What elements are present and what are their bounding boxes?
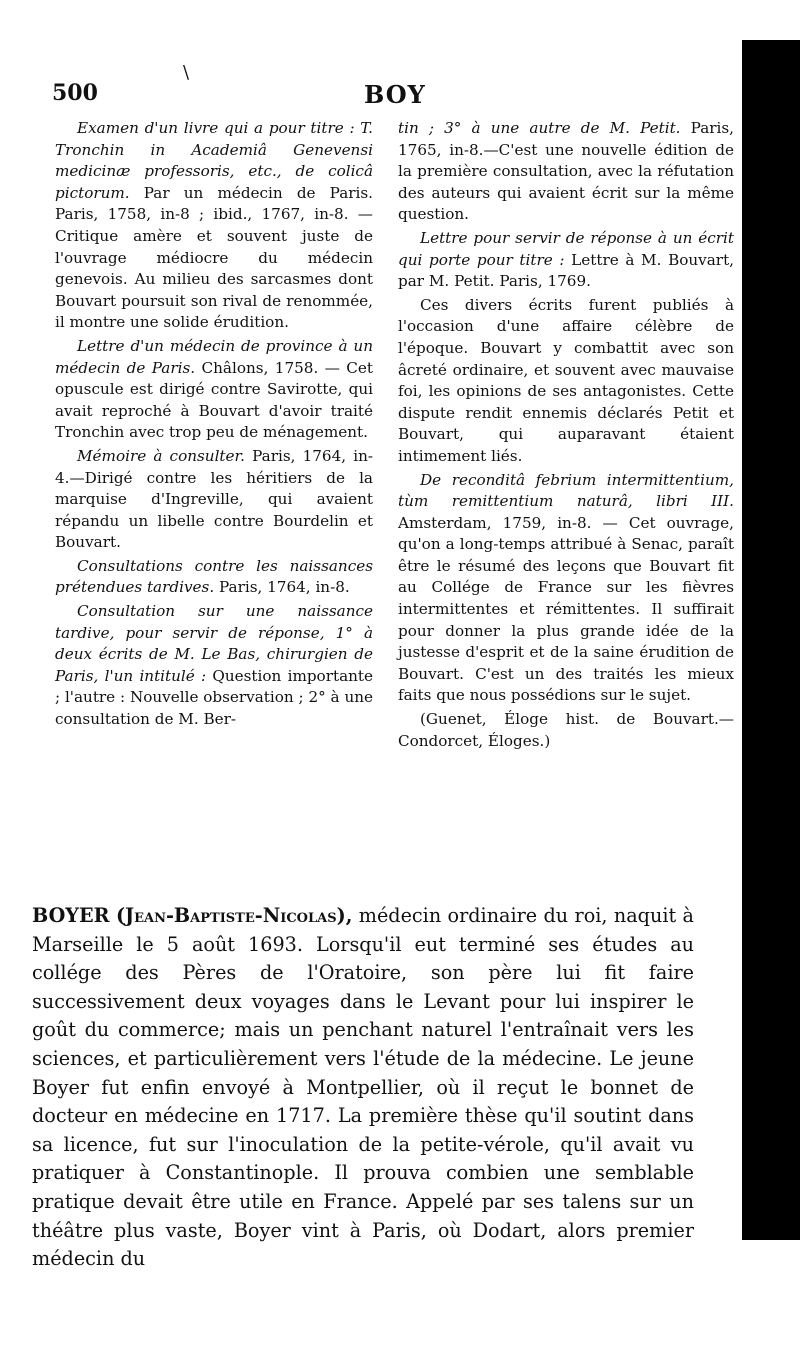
commentary-paragraph [398,295,734,468]
bibliography-entry [398,470,734,708]
entry-title: Lettre pour servir de réponse à un écrit qui porte pour titre : [398,228,734,269]
bibliography-entry [55,556,373,599]
entry-text: Paris, 1764, in-4.—Dirigé contre les héritiers de la marquise d'Ingreville, qui avaient répandu un libelle contre Bourdelin et Bouvart. [55,446,374,552]
page-number: 500 [52,80,98,106]
left-column [55,118,373,733]
entry-text: Par un médecin de Paris. Paris, 1758, in-8 ; ibid., 1767, in-8. — Critique amère et souvent juste de l'ouvrage médiocre du médecin genevois. Au milieu des sarcasmes dont Bouvart poursuit son rival de renommée, il montre une solide érudition. [55,183,373,332]
biography-name: BOYER [32,904,110,927]
stray-mark: \ [183,62,190,83]
entry-title: Mémoire à consulter. [77,446,245,465]
bibliography-entry [55,118,373,334]
entry-title: Consultations contre les naissances prétendues tardives. [55,556,373,597]
entry-title: De reconditâ febrium intermittentium, tùm remittentium naturâ, libri III. [398,470,734,511]
biography-entry [32,902,694,1274]
entry-title: Consultation sur une naissance tardive, pour servir de réponse, 1° à deux écrits de M. Le Bas, chirurgien de Paris, l'un intitulé : [55,602,373,685]
bibliography-entry [55,601,373,731]
entry-text: Paris, 1765, in-8.—C'est une nouvelle édition de la première consultation, avec la réfutation des auteurs qui avaient écrit sur la même question. [398,119,734,224]
bibliography-entry [55,446,373,554]
entry-text: (Guenet, Éloge hist. de Bouvart.— Condorcet, Éloges.) [398,710,734,750]
entry-text: Paris, 1764, in-8. [218,578,350,597]
entry-title: tin ; 3° à une autre de M. Petit. [398,119,681,137]
biography-given-names: (Jean-Baptiste-Nicolas), [115,904,353,927]
bibliography-entry [398,118,734,226]
entry-text: Châlons, 1758. — Cet opuscule est dirigé contre Savirotte, qui avait reproché à Bouvart d'avoir traité Tronchin avec trop peu de ménagement. [55,358,373,442]
bibliography-entry [55,336,373,444]
entry-text: Ces divers écrits furent publiés à l'occasion d'une affaire célèbre de l'époque. Bouvart y combattit avec son âcreté ordinaire, et souvent avec mauvaise foi, les opinions de ses antagonistes. Cette dispute rendit ennemis déclarés Petit et Bouvart, qui auparavant étaient intimement liés. [398,295,734,465]
running-head: BOY [364,80,426,109]
entry-text: Lettre à M. Bouvart, par M. Petit. Paris, 1769. [398,250,734,291]
right-column [398,118,734,754]
source-citation [398,709,734,752]
bibliography-entry [398,228,734,293]
entry-text: Amsterdam, 1759, in-8. — Cet ouvrage, qu'on a long-temps attribué à Senac, paraît être le résumé des leçons que Bouvart fit au Collége de France sur les fièvres intermittentes et rémittentes. Il suffirait pour donner la plus grande idée de la justesse d'esprit et de la saine érudition de Bouvart. C'est un des traités les mieux faits que nous possédions sur le sujet. [398,513,734,705]
scan-edge-shadow [742,40,800,1240]
entry-title: Examen d'un livre qui a pour titre : T. Tronchin in Academiâ Genevensi medicinæ professoris, etc., de colicâ pictorum. [55,119,373,202]
entry-title: Lettre d'un médecin de province à un médecin de Paris. [55,336,373,377]
entry-text: Question importante ; l'autre : Nouvelle observation ; 2° à une consultation de M. Ber- [55,666,373,729]
biography-text: médecin ordinaire du roi, naquit à Marseille le 5 août 1693. Lorsqu'il eut terminé ses études au collége des Pères de l'Oratoire, son père lui fit faire successivement deux voyages dans le Levant pour lui inspirer le goût du commerce; mais un penchant naturel l'entraînait vers les sciences, et particulièrement vers l'étude de la médecine. Le jeune Boyer fut enfin envoyé à Montpellier, où il reçut le bonnet de docteur en médecine en 1717. La première thèse qu'il soutint dans sa licence, fut sur l'inoculation de la petite-vérole, qu'il avait vu pratiquer à Constantinople. Il prouva combien une semblable pratique devait être utile en France. Appelé par ses talens sur un théâtre plus vaste, Boyer vint à Paris, où Dodart, alors premier médecin du [32,904,694,1271]
